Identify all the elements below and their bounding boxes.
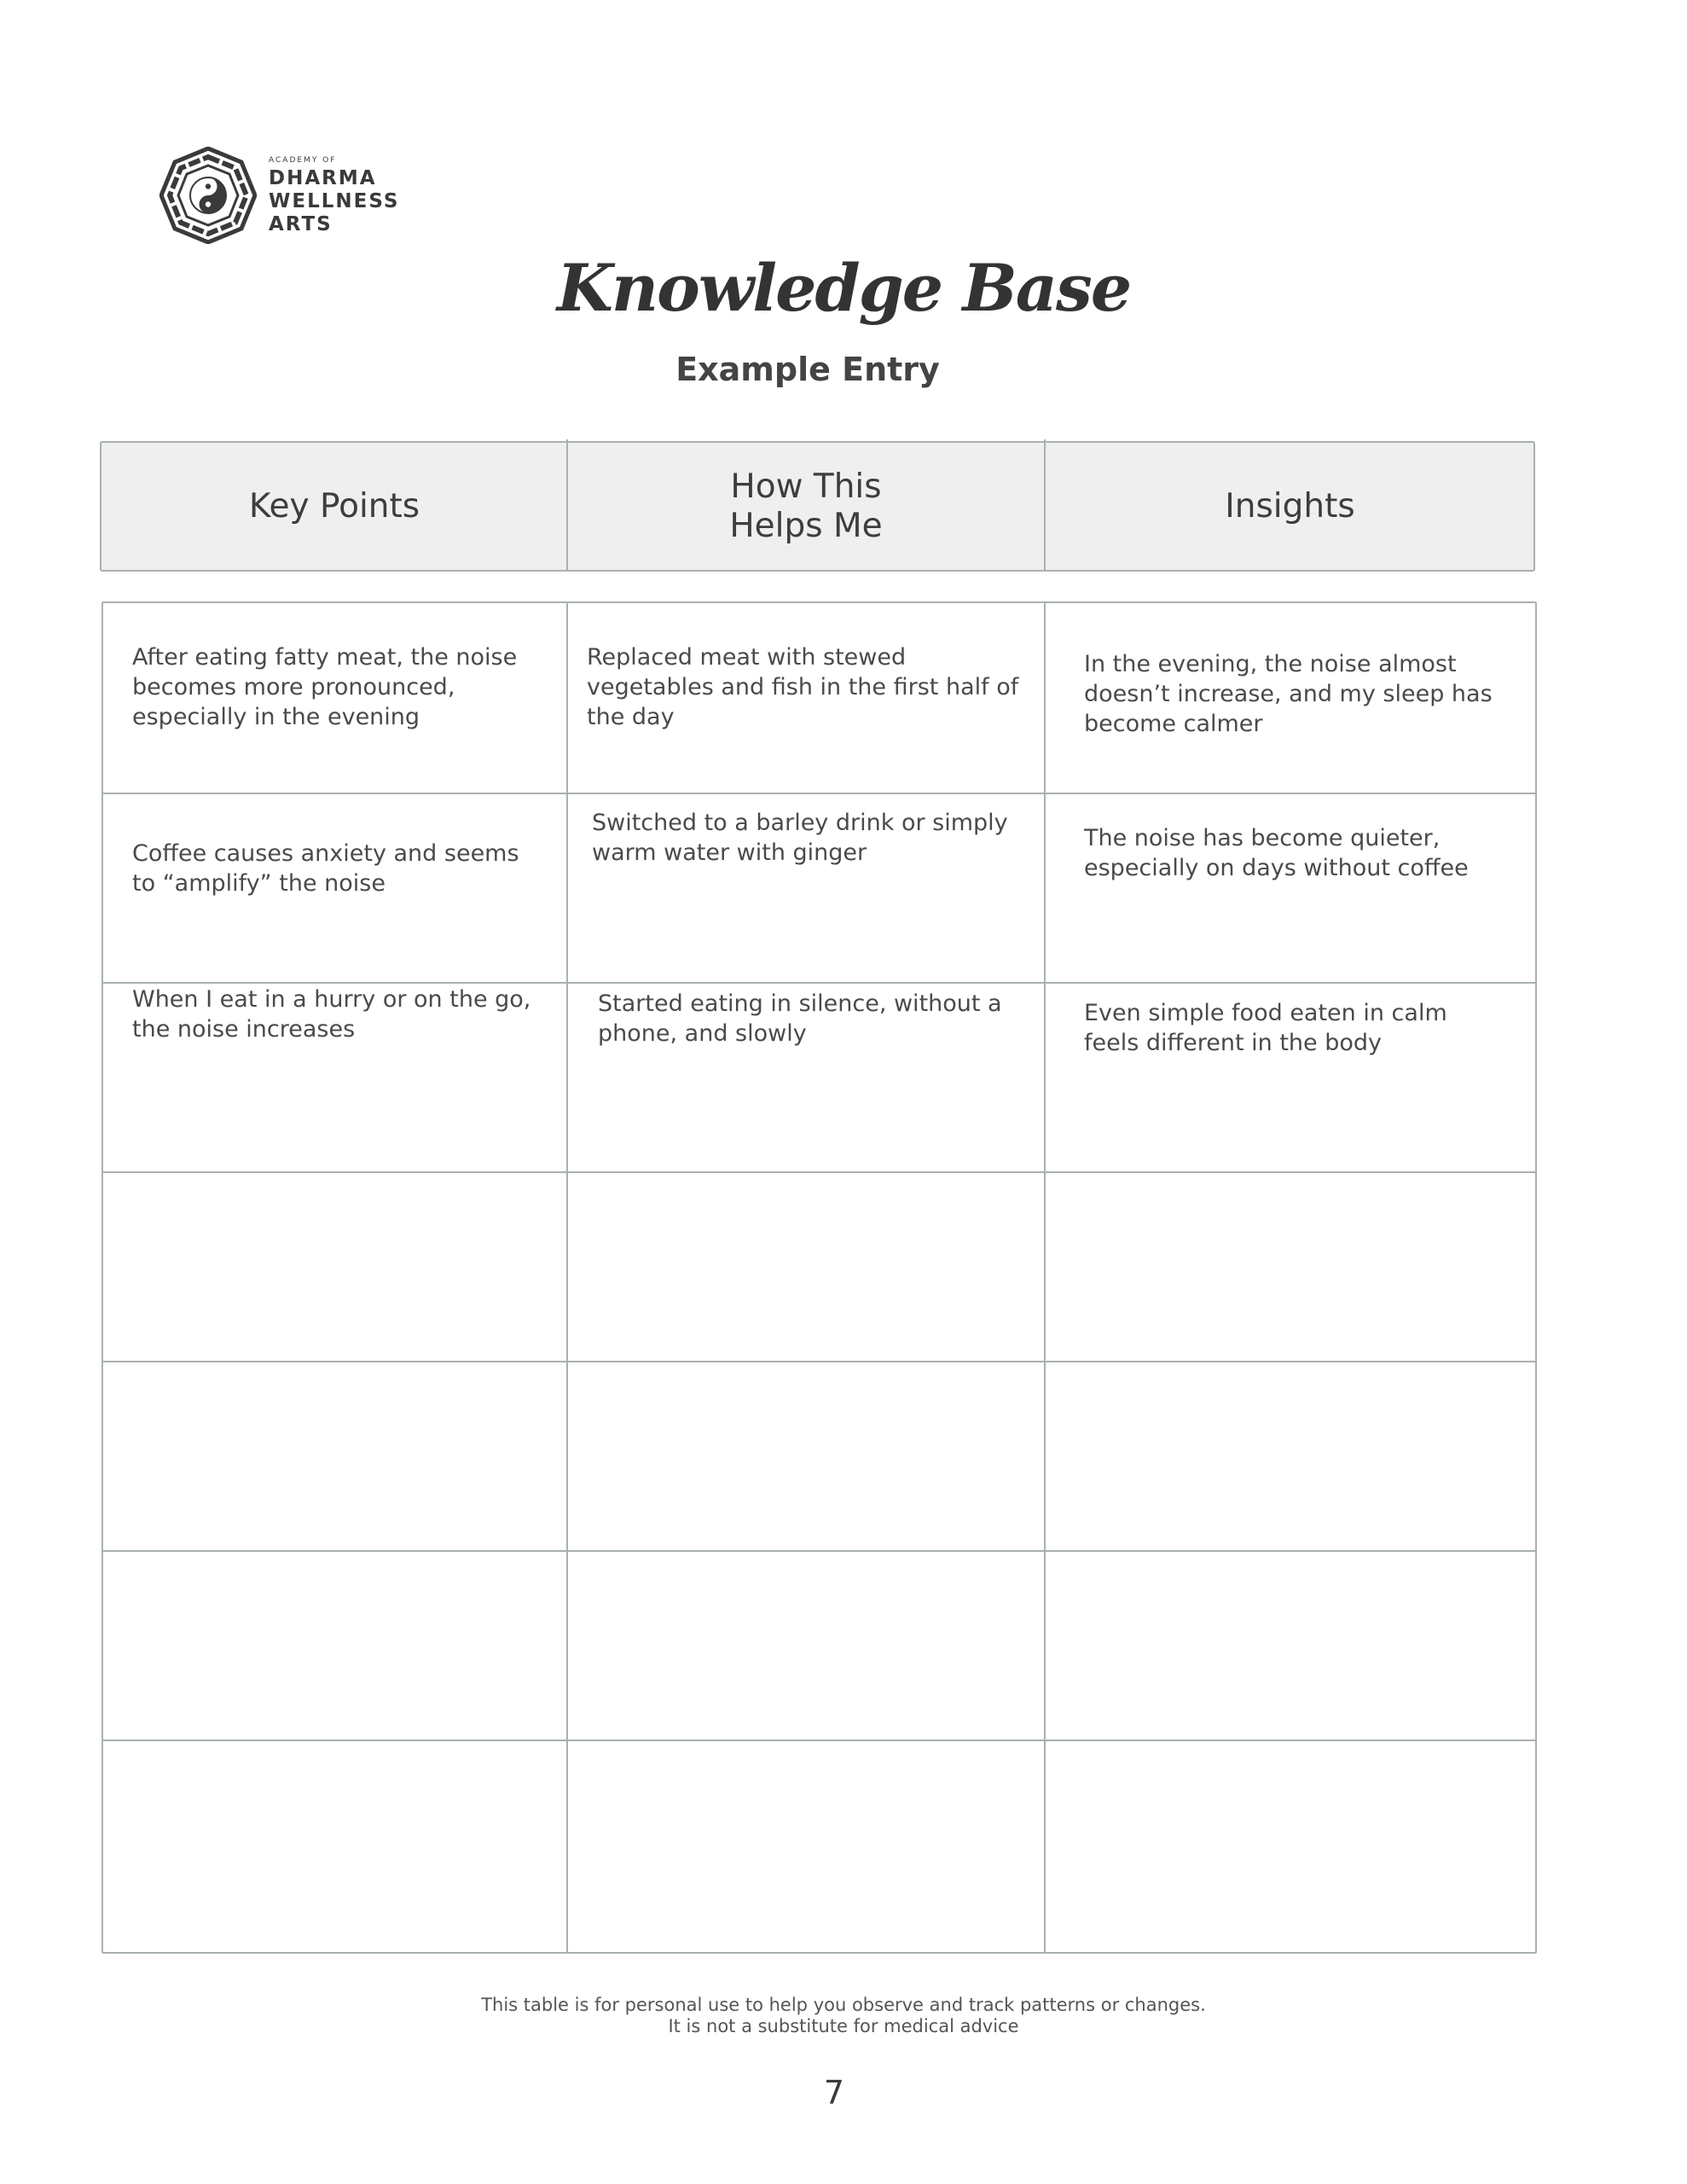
table-cell: Started eating in silence, without a phone, and slowly [598, 990, 1002, 1047]
bagua-yin-yang-icon [159, 147, 257, 244]
logo-line-3: ARTS [269, 213, 333, 235]
academy-logo [159, 145, 441, 247]
logo-wordmark [269, 155, 399, 236]
table-cell: Switched to a barley drink or simply warm water with ginger [592, 810, 1008, 866]
logo-small-line: ACADEMY OF [269, 156, 337, 165]
header-divider [1044, 439, 1046, 572]
header-how-this-helps-me: How This Helps Me [729, 467, 883, 545]
header-divider [566, 439, 568, 572]
table-cell: In the evening, the noise almost doesn’t increase, and my sleep has become calmer [1084, 651, 1493, 737]
column-divider [1044, 603, 1046, 1952]
logo-line-2: WELLNESS [269, 190, 400, 212]
row-divider [103, 1171, 1535, 1173]
table-cell: When I eat in a hurry or on the go, the noise increases [132, 986, 531, 1043]
table-cell: After eating fatty meat, the noise becomes more pronounced, especially in the evening [132, 644, 518, 730]
row-divider [103, 1740, 1535, 1741]
entry-table [101, 601, 1537, 1954]
footer-line-1: This table is for personal use to help you observe and track patterns or changes. [481, 1995, 1206, 2015]
column-divider [566, 603, 568, 1952]
table-cell: Coffee causes anxiety and seems to “amplify” the noise [132, 840, 519, 897]
row-divider [103, 982, 1535, 984]
header-insights: Insights [1225, 486, 1355, 526]
table-cell: Replaced meat with stewed vegetables and fish in the first half of the day [587, 644, 1019, 730]
row-divider [103, 1361, 1535, 1362]
logo-line-1: DHARMA [269, 167, 377, 189]
table-cell: The noise has become quieter, especially on days without coffee [1084, 825, 1469, 881]
footer-note [0, 1995, 1687, 2037]
table-cell: Even simple food eaten in calm feels different in the body [1084, 1000, 1447, 1056]
row-divider [103, 1550, 1535, 1552]
page-number: 7 [823, 2074, 845, 2111]
footer-line-2: It is not a substitute for medical advice [668, 2016, 1019, 2036]
page-subtitle: Example Entry [675, 351, 940, 388]
table-header [100, 441, 1535, 572]
header-key-points: Key Points [248, 486, 420, 526]
row-divider [103, 793, 1535, 794]
page-title: Knowledge Base [556, 250, 1131, 326]
